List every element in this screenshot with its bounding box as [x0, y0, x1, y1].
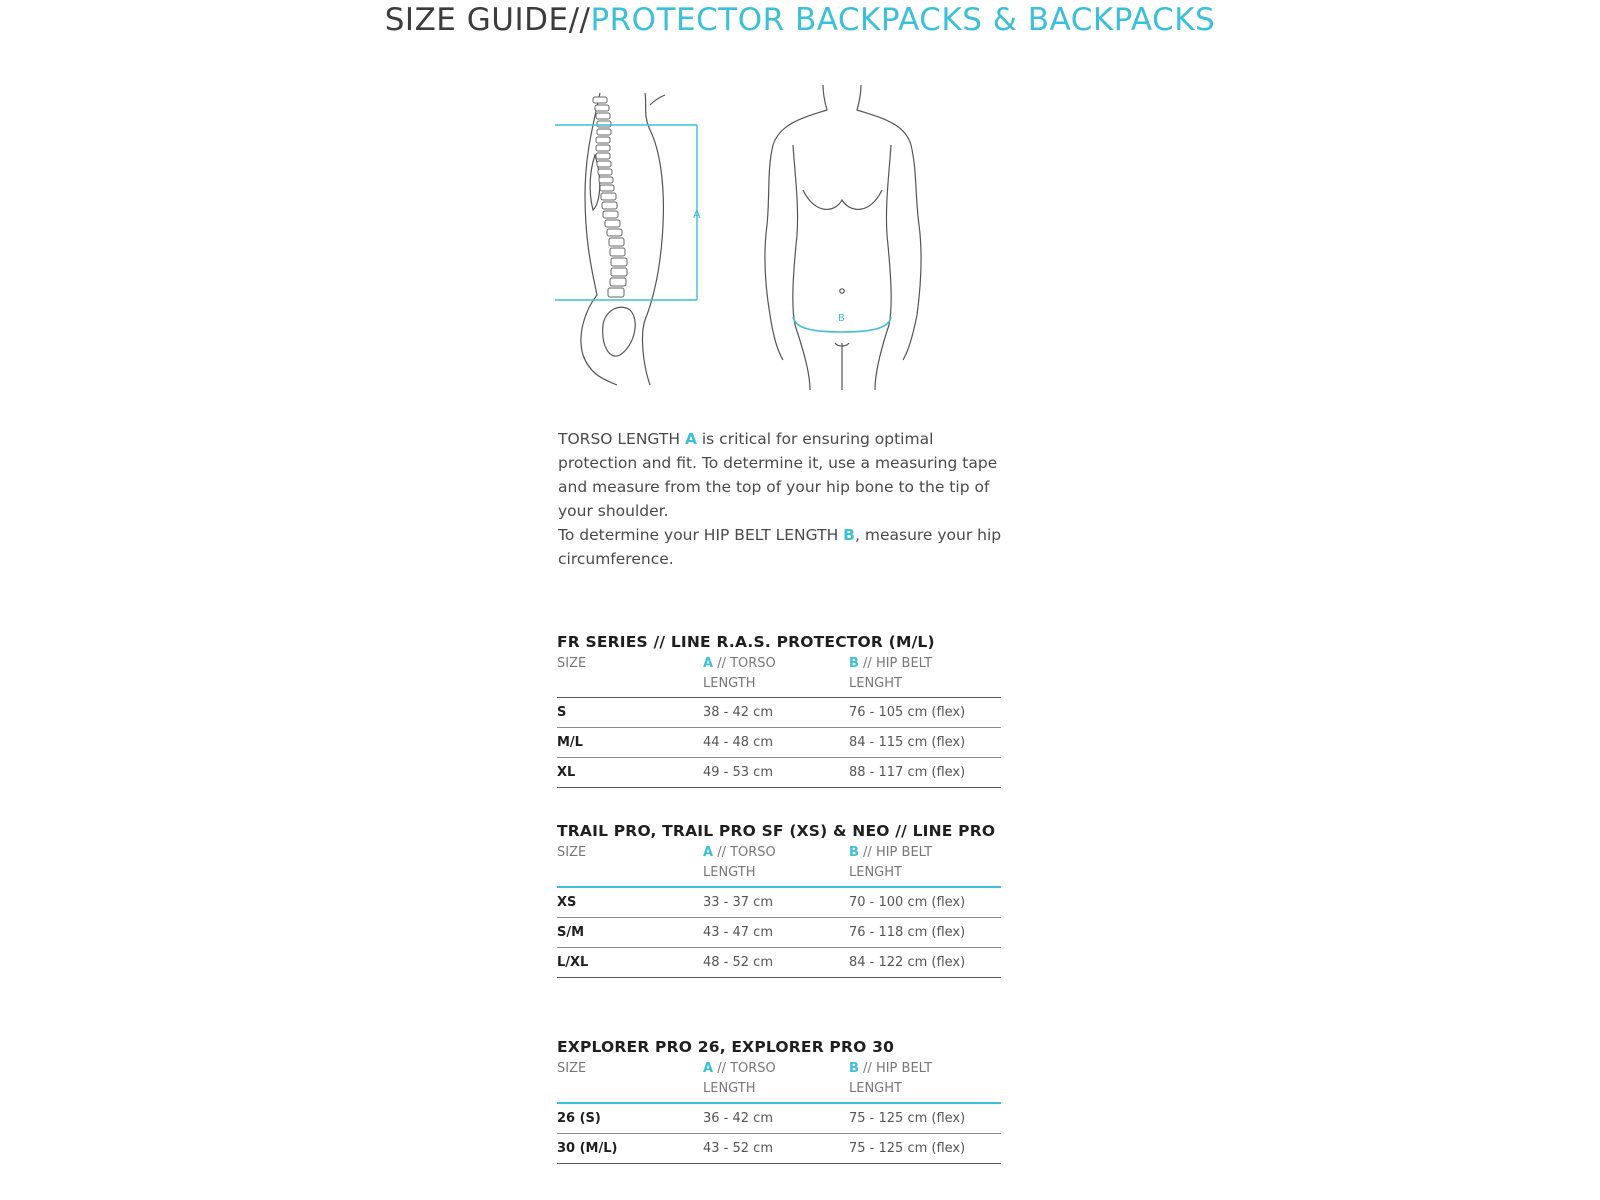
col-hip-header: B // HIP BELT LENGHT	[849, 1061, 933, 1096]
title-prefix: SIZE GUIDE	[384, 2, 569, 38]
table-row: XS 33 - 37 cm 70 - 100 cm (flex)	[557, 888, 1001, 918]
torso-length-label: A	[684, 430, 697, 448]
col-size-header: SIZE	[557, 1061, 587, 1076]
size-table-explorer-pro	[557, 1036, 1001, 1164]
table-row: S/M 43 - 47 cm 76 - 118 cm (flex)	[557, 918, 1001, 948]
front-view-figure	[765, 85, 921, 390]
table-header	[557, 1058, 1001, 1104]
intro-paragraph-hip: To determine your HIP BELT LENGTH B, measure your hip circumference.	[558, 526, 1002, 568]
title-separator: //	[568, 2, 591, 38]
col-hip-header: B // HIP BELT LENGHT	[849, 656, 933, 691]
size-table-trail-pro	[557, 820, 1001, 978]
col-torso-header: A // TORSO LENGTH	[703, 656, 776, 691]
table-title: EXPLORER PRO 26, EXPLORER PRO 30	[557, 1038, 895, 1056]
table-row: M/L 44 - 48 cm 84 - 115 cm (flex)	[557, 728, 1001, 758]
title-accent: PROTECTOR BACKPACKS & BACKPACKS	[590, 2, 1216, 38]
size-table-fr-series	[557, 631, 1001, 788]
page-title	[0, 0, 1600, 40]
marker-label-b: B	[838, 313, 845, 324]
table-header	[557, 842, 1001, 888]
table-row: XL 49 - 53 cm 88 - 117 cm (flex)	[557, 758, 1001, 788]
col-size-header: SIZE	[557, 656, 587, 671]
col-torso-header: A // TORSO LENGTH	[703, 845, 776, 880]
table-row: 26 (S) 36 - 42 cm 75 - 125 cm (flex)	[557, 1104, 1001, 1134]
marker-label-a: A	[693, 208, 701, 221]
col-hip-header: B // HIP BELT LENGHT	[849, 845, 933, 880]
col-size-header: SIZE	[557, 845, 587, 860]
table-row: L/XL 48 - 52 cm 84 - 122 cm (flex)	[557, 948, 1001, 978]
intro-paragraph-torso: TORSO LENGTH A is critical for ensuring optimal protection and fit. To determine it, use a measuring tape and measure from the top of your hip bone to the tip of your shoulder.	[558, 430, 998, 520]
intro-text	[558, 427, 1008, 571]
table-header	[557, 653, 1001, 698]
table-title: TRAIL PRO, TRAIL PRO SF (XS) & NEO // LINE PRO	[557, 822, 996, 840]
col-torso-header: A // TORSO LENGTH	[703, 1061, 776, 1096]
body-measurement-illustration	[555, 85, 975, 405]
hip-belt-label: B	[843, 526, 855, 544]
table-row: S 38 - 42 cm 76 - 105 cm (flex)	[557, 698, 1001, 728]
table-title: FR SERIES // LINE R.A.S. PROTECTOR (M/L)	[557, 633, 935, 651]
table-row: 30 (M/L) 43 - 52 cm 75 - 125 cm (flex)	[557, 1134, 1001, 1164]
